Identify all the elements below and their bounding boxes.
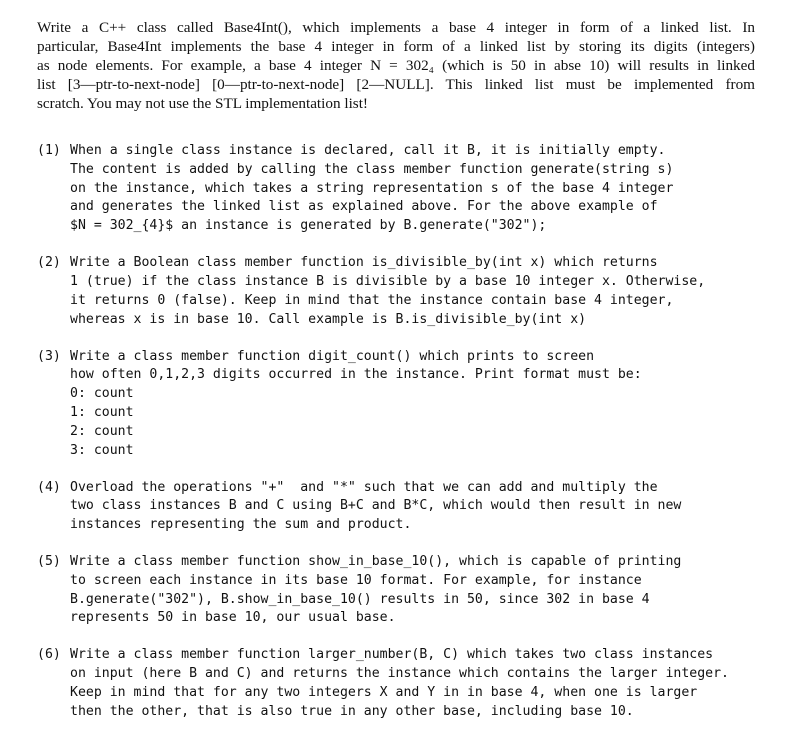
task-line: how often 0,1,2,3 digits occurred in the instance. Print format must be: xyxy=(70,367,642,383)
task-line: Overload the operations "+" and "*" such that we can add and multiply the xyxy=(70,479,658,495)
task-number: (4) xyxy=(37,479,61,495)
task-line: Write a class member function show_in_base_10(), which is capable of printing xyxy=(70,554,682,570)
task-line: 3: count xyxy=(70,442,134,458)
task-line: When a single class instance is declared, call it B, it is initially empty. xyxy=(70,143,666,158)
task-line: The content is added by calling the class member function generate(string s) xyxy=(70,161,674,177)
task-line: Write a Boolean class member function is_divisible_by(int x) which returns xyxy=(70,255,658,271)
task-line: instances representing the sum and product. xyxy=(70,517,412,533)
task-line: it returns 0 (false). Keep in mind that the instance contain base 4 integer, xyxy=(70,292,674,308)
intro-line: Write a C++ class called Base4Int(), which implements a base 4 integer in form of a linked list. In xyxy=(37,19,755,36)
task-line: $N = 302_{4}$ an instance is generated by B.generate("302"); xyxy=(70,218,547,234)
task-line: to screen each instance in its base 10 format. For example, for instance xyxy=(70,572,642,588)
task-line: 2: count xyxy=(70,423,134,439)
task-line: Keep in mind that for any two integers X and Y in in base 4, when one is larger xyxy=(70,685,698,701)
intro-line: scratch. You may not use the STL implementation list! xyxy=(37,95,368,112)
task-item-6 xyxy=(37,646,755,721)
task-line: Write a class member function larger_number(B, C) which takes two class instances xyxy=(70,647,714,663)
task-number: (2) xyxy=(37,255,61,271)
task-line: on the instance, which takes a string representation s of the base 4 integer xyxy=(70,180,674,196)
task-line: Write a class member function digit_count() which prints to screen xyxy=(70,348,595,364)
task-line: whereas x is in base 10. Call example is B.is_divisible_by(int x) xyxy=(70,311,587,327)
task-line: two class instances B and C using B+C and B*C, which would then result in new xyxy=(70,498,682,514)
task-number: (6) xyxy=(37,647,61,663)
task-number: (3) xyxy=(37,348,61,364)
task-number: (5) xyxy=(37,554,61,570)
task-item-1 xyxy=(37,142,755,236)
task-number: (1) xyxy=(37,143,61,158)
task-item-5 xyxy=(37,553,755,628)
task-line: on input (here B and C) and returns the instance which contains the larger integer. xyxy=(70,666,729,682)
task-item-3 xyxy=(37,348,755,461)
task-line: 1 (true) if the class instance B is divisible by a base 10 integer x. Otherwise, xyxy=(70,273,706,289)
intro-line: as node elements. For example, a base 4 integer N = 302₄ (which is 50 in abse 10) will results in linked xyxy=(37,57,755,74)
task-line: then the other, that is also true in any other base, including base 10. xyxy=(70,703,634,719)
task-item-4 xyxy=(37,479,755,535)
intro-line: particular, Base4Int implements the base 4 integer in form of a linked list by storing its digits (integers) xyxy=(37,38,755,55)
document-page xyxy=(37,18,755,740)
task-line: and generates the linked list as explained above. For the above example of xyxy=(70,199,658,215)
intro-line: list [3—ptr-to-next-node] [0—ptr-to-next-node] [2—NULL]. This linked list must be implemented from xyxy=(37,76,755,93)
task-line: B.generate("302"), B.show_in_base_10() results in 50, since 302 in base 4 xyxy=(70,591,650,607)
task-line: 0: count xyxy=(70,386,134,402)
intro-paragraph xyxy=(37,18,755,113)
task-line: represents 50 in base 10, our usual base. xyxy=(70,610,396,626)
task-line: 1: count xyxy=(70,404,134,420)
task-list xyxy=(37,142,755,722)
task-item-2 xyxy=(37,254,755,329)
